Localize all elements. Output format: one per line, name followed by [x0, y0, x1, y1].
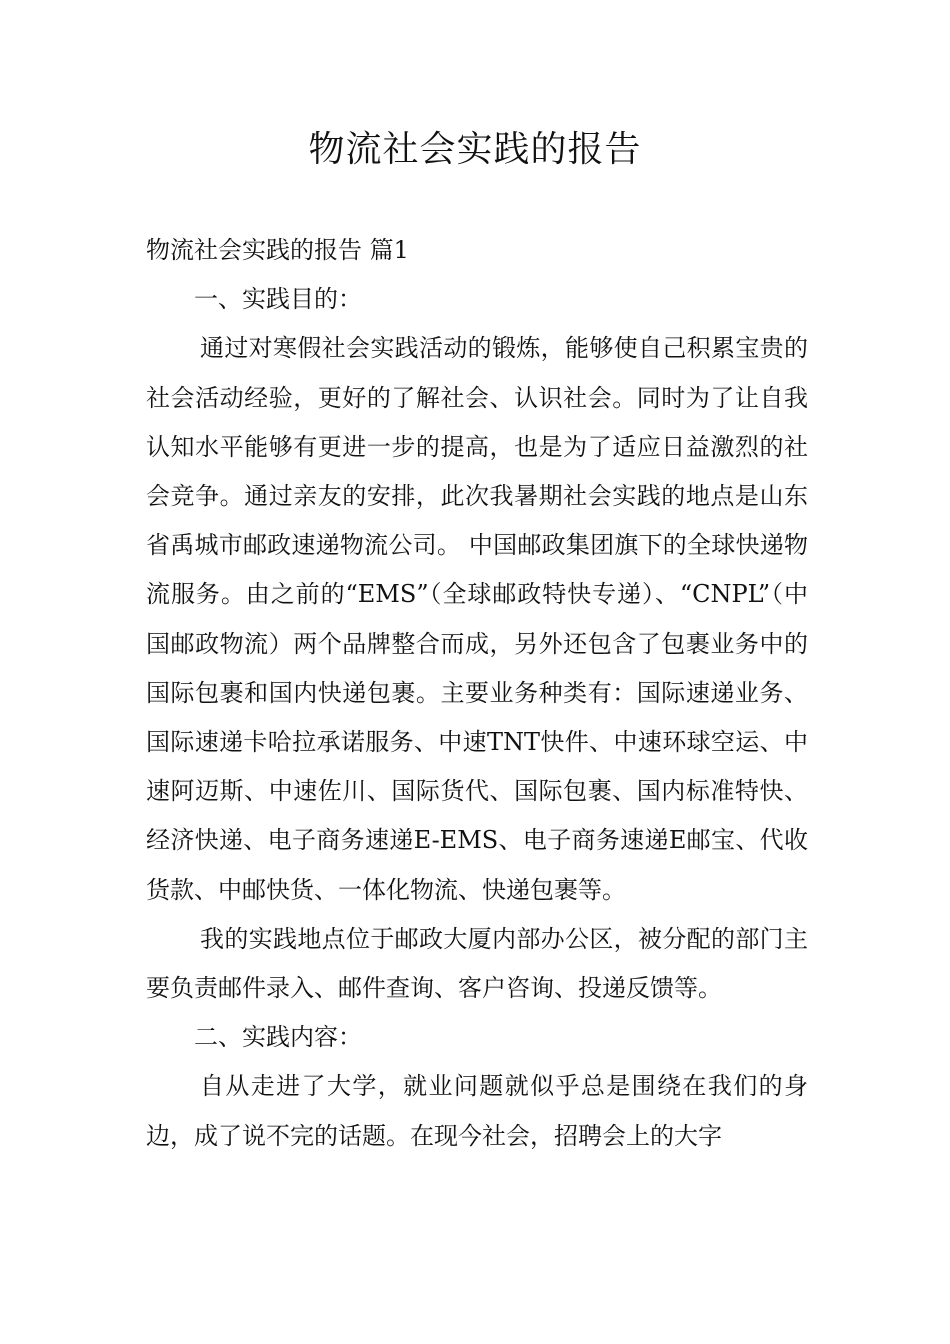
section-subtitle: 物流社会实践的报告 篇1	[146, 236, 409, 264]
document-body	[146, 226, 808, 1161]
paragraph-content: 自从走进了大学，就业问题就似乎总是围绕在我们的身边，成了说不完的话题。在现今社会，招聘会上的大字	[146, 1072, 808, 1150]
section-heading-content: 二、实践内容：	[194, 1023, 362, 1052]
paragraph-intro: 通过对寒假社会实践活动的锻炼，能够使自己积累宝贵的社会活动经验，更好的了解社会、认识社会。同时为了让自我认知水平能够有更进一步的提高，也是为了适应日益激烈的社会竞争。通过亲友的安排，此次我暑期社会实践的地点是山东省禹城市邮政速递物流公司。 中国邮政集团旗下的全球快递物流服务。由之前的“EMS”（全球邮政特快专递）、“CNPL”（中国邮政物流）两个品牌整合而成，另外还包含了包裹业务中的国际包裹和国内快递包裹。主要业务种类有：国际速递业务、国际速递卡哈拉承诺服务、中速TNT快件、中速环球空运、中速阿迈斯、中速佐川、国际货代、国际包裹、国内标准特快、经济快递、电子商务速递E-EMS、电子商务速递E邮宝、代收货款、中邮快货、一体化物流、快递包裹等。	[146, 334, 808, 904]
document-title: 物流社会实践的报告	[308, 129, 642, 170]
section-heading-purpose: 一、实践目的：	[194, 285, 362, 314]
paragraph-location: 我的实践地点位于邮政大厦内部办公区，被分配的部门主要负责邮件录入、邮件查询、客户咨询、投递反馈等。	[146, 924, 808, 1003]
